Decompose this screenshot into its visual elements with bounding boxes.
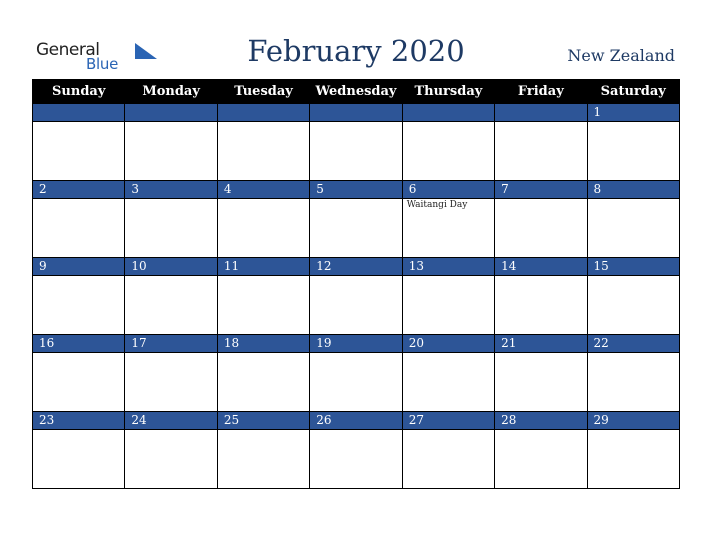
date-number-row	[33, 181, 680, 199]
holiday-label	[218, 430, 309, 432]
day-cell[interactable]	[33, 353, 125, 412]
day-cell[interactable]	[125, 199, 217, 258]
holiday-label	[33, 276, 124, 278]
holiday-label	[125, 122, 216, 124]
day-cell[interactable]	[310, 430, 402, 489]
day-cell[interactable]	[33, 122, 125, 181]
holiday-label	[495, 276, 586, 278]
weekday-sunday: Sunday	[33, 80, 125, 104]
day-number	[495, 104, 587, 122]
holiday-label	[33, 353, 124, 355]
week-row	[33, 353, 680, 412]
weekday-wednesday: Wednesday	[310, 80, 402, 104]
day-cell[interactable]	[125, 353, 217, 412]
day-cell[interactable]	[402, 430, 494, 489]
weekday-thursday: Thursday	[402, 80, 494, 104]
holiday-label	[495, 430, 586, 432]
holiday-label	[403, 276, 494, 278]
day-number: 8	[587, 181, 679, 199]
day-cell[interactable]	[587, 199, 679, 258]
holiday-label	[218, 276, 309, 278]
date-number-row	[33, 258, 680, 276]
day-cell[interactable]	[402, 122, 494, 181]
holiday-label	[33, 122, 124, 124]
day-number: 15	[587, 258, 679, 276]
day-cell[interactable]	[587, 122, 679, 181]
day-number	[33, 104, 125, 122]
holiday-label	[33, 430, 124, 432]
holiday-label	[403, 122, 494, 124]
date-number-row	[33, 335, 680, 353]
holiday-label	[218, 353, 309, 355]
calendar-grid	[32, 79, 680, 489]
day-number: 22	[587, 335, 679, 353]
day-cell[interactable]	[587, 276, 679, 335]
day-number	[310, 104, 402, 122]
weekday-header-row	[33, 80, 680, 104]
day-cell[interactable]	[310, 122, 402, 181]
holiday-label: Waitangi Day	[406, 200, 468, 210]
day-cell[interactable]	[125, 430, 217, 489]
weekday-monday: Monday	[125, 80, 217, 104]
holiday-label	[310, 122, 401, 124]
day-cell[interactable]	[125, 276, 217, 335]
holiday-label	[310, 353, 401, 355]
holiday-label	[310, 276, 401, 278]
day-cell[interactable]	[402, 353, 494, 412]
logo-text-general: General	[36, 40, 100, 60]
day-number: 18	[217, 335, 309, 353]
day-cell[interactable]	[495, 430, 587, 489]
day-number: 6	[402, 181, 494, 199]
holiday-label	[588, 430, 679, 432]
holiday-label	[588, 199, 679, 201]
day-number: 12	[310, 258, 402, 276]
day-number: 25	[217, 412, 309, 430]
day-cell[interactable]	[33, 430, 125, 489]
day-number: 24	[125, 412, 217, 430]
holiday-label	[125, 430, 216, 432]
day-number: 7	[495, 181, 587, 199]
day-cell[interactable]	[33, 199, 125, 258]
country-label: New Zealand	[567, 46, 675, 65]
day-cell[interactable]	[217, 276, 309, 335]
day-number: 28	[495, 412, 587, 430]
day-number: 14	[495, 258, 587, 276]
day-cell[interactable]	[495, 199, 587, 258]
day-number: 21	[495, 335, 587, 353]
holiday-label	[218, 199, 309, 201]
holiday-label	[125, 199, 216, 201]
holiday-label	[588, 353, 679, 355]
day-cell[interactable]	[587, 353, 679, 412]
day-number	[402, 104, 494, 122]
weekday-tuesday: Tuesday	[217, 80, 309, 104]
day-cell[interactable]	[310, 276, 402, 335]
holiday-label	[495, 353, 586, 355]
week-row	[33, 199, 680, 258]
day-number: 2	[33, 181, 125, 199]
date-number-row	[33, 412, 680, 430]
week-row	[33, 276, 680, 335]
day-cell[interactable]	[217, 353, 309, 412]
day-cell[interactable]	[310, 353, 402, 412]
holiday-label	[310, 199, 401, 201]
day-number: 19	[310, 335, 402, 353]
week-row	[33, 430, 680, 489]
day-cell[interactable]	[217, 430, 309, 489]
calendar-body	[33, 104, 680, 489]
holiday-label	[310, 430, 401, 432]
day-number: 3	[125, 181, 217, 199]
day-number: 16	[33, 335, 125, 353]
holiday-label	[495, 122, 586, 124]
day-cell[interactable]	[402, 276, 494, 335]
day-cell[interactable]	[402, 199, 494, 258]
day-number: 23	[33, 412, 125, 430]
holiday-label	[33, 199, 124, 201]
holiday-label	[403, 430, 494, 432]
day-number: 5	[310, 181, 402, 199]
day-cell[interactable]	[125, 122, 217, 181]
day-number	[125, 104, 217, 122]
day-cell[interactable]	[217, 122, 309, 181]
logo-text-blue: Blue	[86, 55, 118, 73]
page-title: February 2020	[247, 34, 465, 68]
holiday-label	[218, 122, 309, 124]
day-number	[217, 104, 309, 122]
week-row	[33, 122, 680, 181]
day-number: 11	[217, 258, 309, 276]
day-number: 17	[125, 335, 217, 353]
holiday-label	[403, 353, 494, 355]
day-number: 10	[125, 258, 217, 276]
day-number: 26	[310, 412, 402, 430]
day-cell[interactable]	[217, 199, 309, 258]
holiday-label	[495, 199, 586, 201]
day-cell[interactable]	[310, 199, 402, 258]
day-cell[interactable]	[495, 353, 587, 412]
holiday-label	[588, 122, 679, 124]
day-cell[interactable]	[33, 276, 125, 335]
day-cell[interactable]	[495, 122, 587, 181]
day-number: 27	[402, 412, 494, 430]
holiday-label	[125, 353, 216, 355]
day-number: 13	[402, 258, 494, 276]
day-number: 4	[217, 181, 309, 199]
day-number: 1	[587, 104, 679, 122]
day-number: 20	[402, 335, 494, 353]
day-number: 9	[33, 258, 125, 276]
day-cell[interactable]	[495, 276, 587, 335]
holiday-label	[125, 276, 216, 278]
weekday-friday: Friday	[495, 80, 587, 104]
holiday-label	[588, 276, 679, 278]
day-cell[interactable]	[587, 430, 679, 489]
weekday-saturday: Saturday	[587, 80, 679, 104]
date-number-row	[33, 104, 680, 122]
day-number: 29	[587, 412, 679, 430]
